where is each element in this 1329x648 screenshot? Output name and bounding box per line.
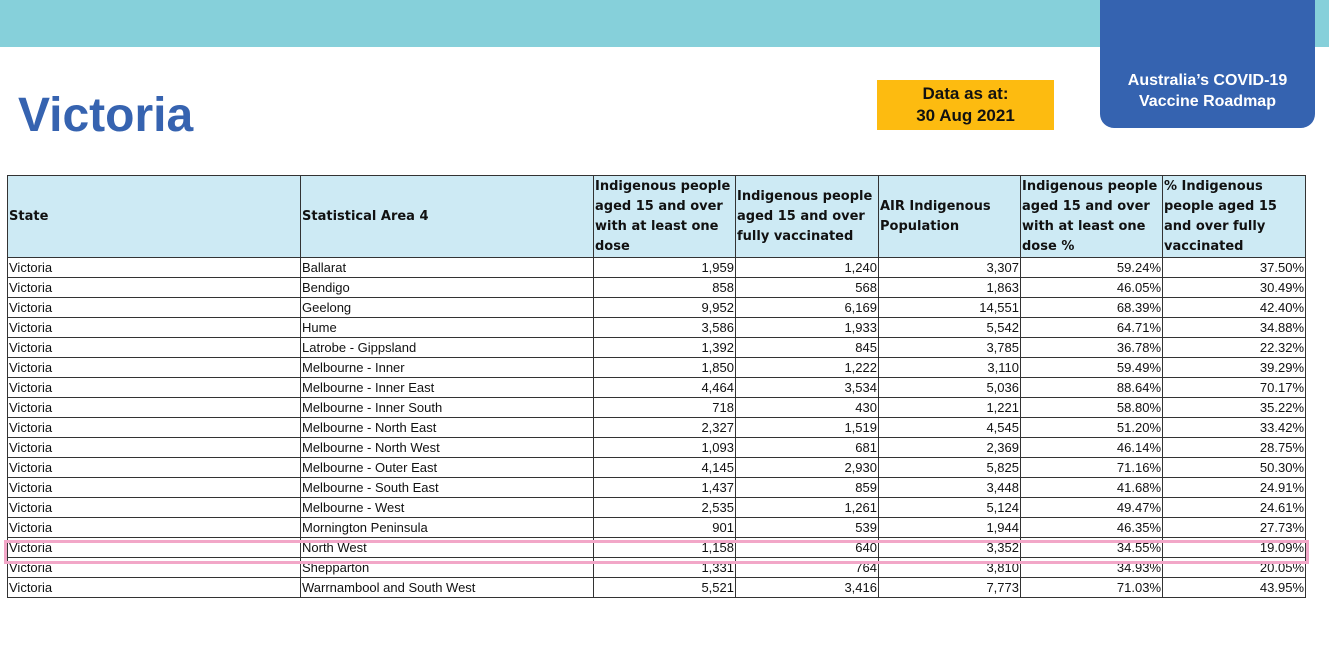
air-population-cell: 7,773 [879, 578, 1021, 598]
table-row [8, 338, 1306, 358]
data-as-at-date: 30 Aug 2021 [916, 106, 1015, 125]
one-dose-pct-cell: 51.20% [1021, 418, 1163, 438]
state-cell: Victoria [8, 498, 301, 518]
column-header-state: State [8, 176, 301, 258]
data-as-at-badge [877, 80, 1054, 130]
sa4-cell: Warrnambool and South West [301, 578, 594, 598]
fully-vaccinated-cell: 539 [736, 518, 879, 538]
fully-vaccinated-pct-cell: 33.42% [1163, 418, 1306, 438]
table-row [8, 378, 1306, 398]
fully-vaccinated-cell: 568 [736, 278, 879, 298]
fully-vaccinated-cell: 6,169 [736, 298, 879, 318]
table-row [8, 438, 1306, 458]
column-header-fully-vaccinated-pct: % Indigenous people aged 15 and over fully vaccinated [1163, 176, 1306, 258]
sa4-cell: Mornington Peninsula [301, 518, 594, 538]
one-dose-cell: 3,586 [594, 318, 736, 338]
fully-vaccinated-cell: 681 [736, 438, 879, 458]
state-cell: Victoria [8, 258, 301, 278]
one-dose-pct-cell: 46.05% [1021, 278, 1163, 298]
sa4-cell: Hume [301, 318, 594, 338]
fully-vaccinated-cell: 430 [736, 398, 879, 418]
fully-vaccinated-pct-cell: 50.30% [1163, 458, 1306, 478]
fully-vaccinated-cell: 1,240 [736, 258, 879, 278]
sa4-cell: North West [301, 538, 594, 558]
sa4-cell: Melbourne - North East [301, 418, 594, 438]
air-population-cell: 4,545 [879, 418, 1021, 438]
fully-vaccinated-pct-cell: 42.40% [1163, 298, 1306, 318]
fully-vaccinated-cell: 3,416 [736, 578, 879, 598]
state-cell: Victoria [8, 438, 301, 458]
fully-vaccinated-cell: 1,519 [736, 418, 879, 438]
state-cell: Victoria [8, 558, 301, 578]
fully-vaccinated-cell: 859 [736, 478, 879, 498]
one-dose-cell: 1,959 [594, 258, 736, 278]
fully-vaccinated-pct-cell: 28.75% [1163, 438, 1306, 458]
state-cell: Victoria [8, 338, 301, 358]
sa4-cell: Melbourne - Outer East [301, 458, 594, 478]
one-dose-cell: 1,331 [594, 558, 736, 578]
air-population-cell: 3,110 [879, 358, 1021, 378]
state-cell: Victoria [8, 318, 301, 338]
air-population-cell: 3,307 [879, 258, 1021, 278]
sa4-cell: Latrobe - Gippsland [301, 338, 594, 358]
page-title: Victoria [18, 89, 194, 142]
one-dose-cell: 5,521 [594, 578, 736, 598]
one-dose-pct-cell: 41.68% [1021, 478, 1163, 498]
sa4-cell: Bendigo [301, 278, 594, 298]
one-dose-pct-cell: 34.55% [1021, 538, 1163, 558]
fully-vaccinated-pct-cell: 39.29% [1163, 358, 1306, 378]
column-header-sa4: Statistical Area 4 [301, 176, 594, 258]
table-row [8, 318, 1306, 338]
one-dose-pct-cell: 71.16% [1021, 458, 1163, 478]
air-population-cell: 1,863 [879, 278, 1021, 298]
roadmap-line-1: Australia’s COVID-19 [1127, 72, 1288, 89]
fully-vaccinated-cell: 2,930 [736, 458, 879, 478]
vaccination-table [7, 175, 1306, 598]
one-dose-pct-cell: 88.64% [1021, 378, 1163, 398]
one-dose-cell: 901 [594, 518, 736, 538]
air-population-cell: 5,036 [879, 378, 1021, 398]
one-dose-cell: 1,437 [594, 478, 736, 498]
roadmap-line-2: Vaccine Roadmap [1139, 93, 1276, 110]
table-row [8, 398, 1306, 418]
fully-vaccinated-pct-cell: 19.09% [1163, 538, 1306, 558]
table-row [8, 478, 1306, 498]
air-population-cell: 5,825 [879, 458, 1021, 478]
state-cell: Victoria [8, 538, 301, 558]
one-dose-pct-cell: 34.93% [1021, 558, 1163, 578]
table-row [8, 278, 1306, 298]
column-header-one-dose: Indigenous people aged 15 and over with at least one dose [594, 176, 736, 258]
state-cell: Victoria [8, 578, 301, 598]
one-dose-pct-cell: 71.03% [1021, 578, 1163, 598]
sa4-cell: Melbourne - Inner [301, 358, 594, 378]
fully-vaccinated-cell: 1,261 [736, 498, 879, 518]
one-dose-cell: 9,952 [594, 298, 736, 318]
sa4-cell: Shepparton [301, 558, 594, 578]
one-dose-cell: 858 [594, 278, 736, 298]
one-dose-cell: 1,158 [594, 538, 736, 558]
one-dose-pct-cell: 59.24% [1021, 258, 1163, 278]
one-dose-pct-cell: 36.78% [1021, 338, 1163, 358]
one-dose-cell: 718 [594, 398, 736, 418]
state-cell: Victoria [8, 358, 301, 378]
air-population-cell: 3,352 [879, 538, 1021, 558]
one-dose-cell: 4,145 [594, 458, 736, 478]
air-population-cell: 5,124 [879, 498, 1021, 518]
fully-vaccinated-cell: 845 [736, 338, 879, 358]
column-header-air-population: AIR Indigenous Population [879, 176, 1021, 258]
one-dose-cell: 2,535 [594, 498, 736, 518]
one-dose-pct-cell: 59.49% [1021, 358, 1163, 378]
sa4-cell: Melbourne - Inner South [301, 398, 594, 418]
table-row [8, 458, 1306, 478]
fully-vaccinated-pct-cell: 27.73% [1163, 518, 1306, 538]
state-cell: Victoria [8, 378, 301, 398]
table-row [8, 538, 1306, 558]
one-dose-pct-cell: 64.71% [1021, 318, 1163, 338]
air-population-cell: 1,944 [879, 518, 1021, 538]
air-population-cell: 14,551 [879, 298, 1021, 318]
air-population-cell: 3,785 [879, 338, 1021, 358]
sa4-cell: Melbourne - West [301, 498, 594, 518]
table-row [8, 358, 1306, 378]
fully-vaccinated-pct-cell: 34.88% [1163, 318, 1306, 338]
sa4-cell: Melbourne - Inner East [301, 378, 594, 398]
table-row [8, 298, 1306, 318]
data-as-at-label: Data as at: [922, 84, 1009, 103]
air-population-cell: 2,369 [879, 438, 1021, 458]
state-cell: Victoria [8, 478, 301, 498]
table-row [8, 578, 1306, 598]
fully-vaccinated-cell: 640 [736, 538, 879, 558]
table-row [8, 558, 1306, 578]
fully-vaccinated-pct-cell: 43.95% [1163, 578, 1306, 598]
column-header-one-dose-pct: Indigenous people aged 15 and over with at least one dose % [1021, 176, 1163, 258]
fully-vaccinated-pct-cell: 70.17% [1163, 378, 1306, 398]
sa4-cell: Melbourne - South East [301, 478, 594, 498]
table-row [8, 418, 1306, 438]
fully-vaccinated-pct-cell: 20.05% [1163, 558, 1306, 578]
state-cell: Victoria [8, 458, 301, 478]
fully-vaccinated-cell: 764 [736, 558, 879, 578]
one-dose-cell: 1,392 [594, 338, 736, 358]
state-cell: Victoria [8, 278, 301, 298]
sa4-cell: Melbourne - North West [301, 438, 594, 458]
sa4-cell: Ballarat [301, 258, 594, 278]
one-dose-cell: 4,464 [594, 378, 736, 398]
one-dose-pct-cell: 49.47% [1021, 498, 1163, 518]
air-population-cell: 5,542 [879, 318, 1021, 338]
one-dose-pct-cell: 58.80% [1021, 398, 1163, 418]
fully-vaccinated-cell: 1,222 [736, 358, 879, 378]
fully-vaccinated-pct-cell: 35.22% [1163, 398, 1306, 418]
one-dose-cell: 1,850 [594, 358, 736, 378]
table-row [8, 258, 1306, 278]
state-cell: Victoria [8, 398, 301, 418]
one-dose-cell: 2,327 [594, 418, 736, 438]
one-dose-pct-cell: 46.35% [1021, 518, 1163, 538]
one-dose-pct-cell: 68.39% [1021, 298, 1163, 318]
table-row [8, 518, 1306, 538]
one-dose-pct-cell: 46.14% [1021, 438, 1163, 458]
air-population-cell: 3,810 [879, 558, 1021, 578]
table-header-row [8, 176, 1306, 258]
fully-vaccinated-pct-cell: 24.91% [1163, 478, 1306, 498]
fully-vaccinated-pct-cell: 37.50% [1163, 258, 1306, 278]
column-header-fully-vaccinated: Indigenous people aged 15 and over fully vaccinated [736, 176, 879, 258]
roadmap-logo [1100, 0, 1315, 128]
fully-vaccinated-pct-cell: 30.49% [1163, 278, 1306, 298]
fully-vaccinated-pct-cell: 22.32% [1163, 338, 1306, 358]
state-cell: Victoria [8, 518, 301, 538]
fully-vaccinated-cell: 3,534 [736, 378, 879, 398]
air-population-cell: 1,221 [879, 398, 1021, 418]
air-population-cell: 3,448 [879, 478, 1021, 498]
state-cell: Victoria [8, 418, 301, 438]
state-cell: Victoria [8, 298, 301, 318]
fully-vaccinated-cell: 1,933 [736, 318, 879, 338]
fully-vaccinated-pct-cell: 24.61% [1163, 498, 1306, 518]
one-dose-cell: 1,093 [594, 438, 736, 458]
sa4-cell: Geelong [301, 298, 594, 318]
table-row [8, 498, 1306, 518]
